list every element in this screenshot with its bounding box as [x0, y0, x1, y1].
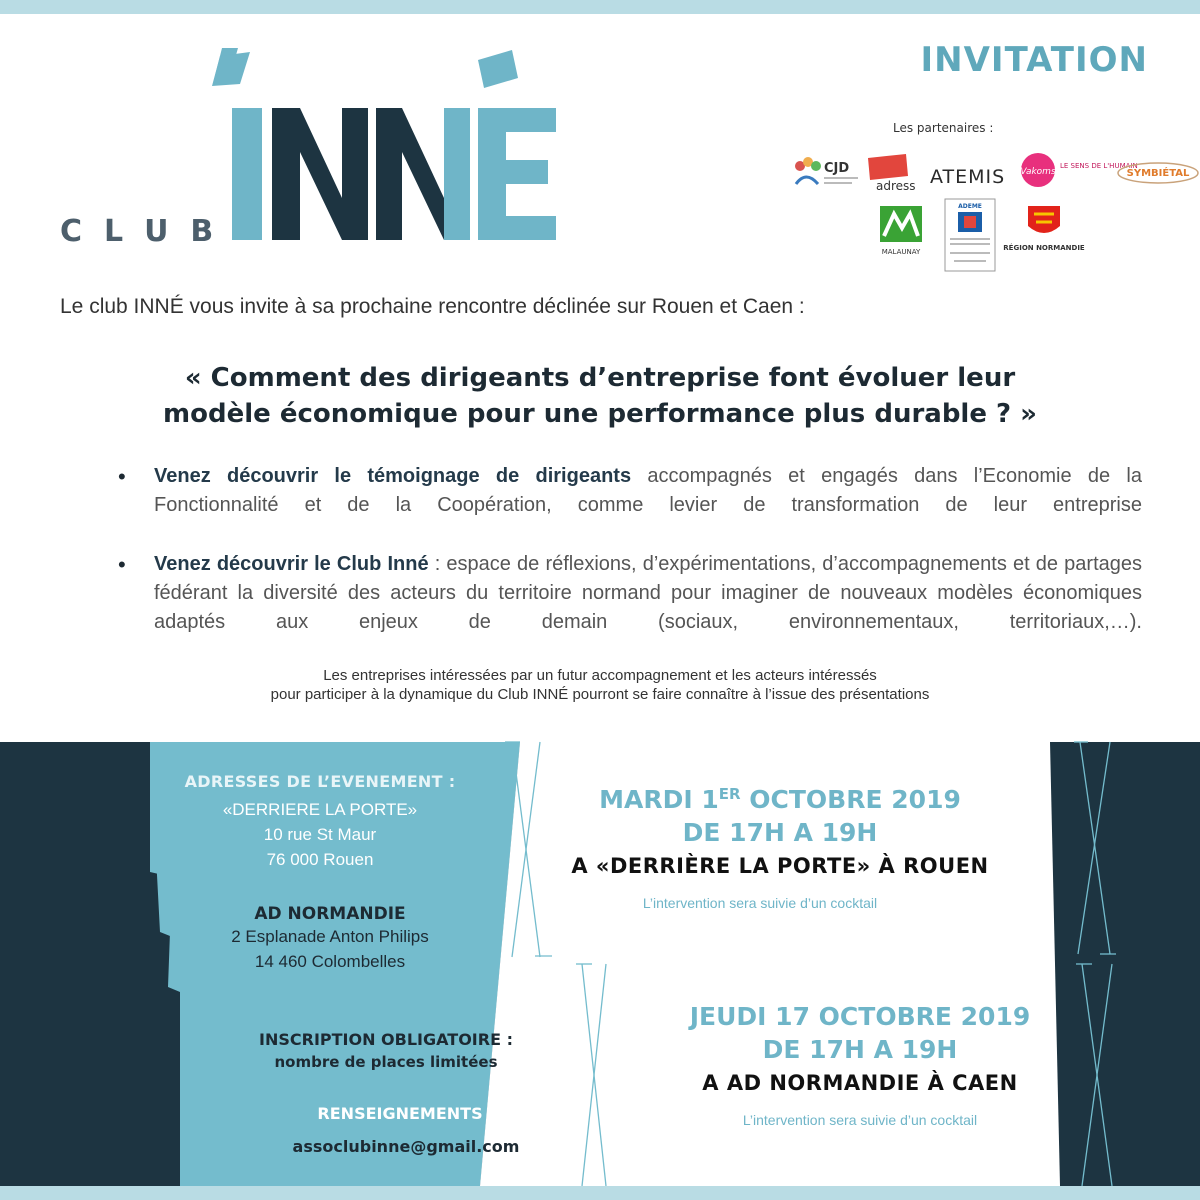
question-line-1: « Comment des dirigeants d’entreprise font évoluer leur — [184, 363, 1016, 393]
partner-logo-malaunay — [876, 206, 926, 258]
svg-text:RÉGION NORMANDIE: RÉGION NORMANDIE — [1003, 244, 1085, 252]
main-question — [0, 360, 1200, 432]
inscription-block — [216, 1030, 556, 1071]
bottom-stripe — [0, 1186, 1200, 1200]
partners-title: Les partenaires : — [893, 121, 994, 135]
club-inne-logo — [60, 48, 580, 258]
svg-text:SYMBIÉTAL: SYMBIÉTAL — [1126, 168, 1190, 179]
event-rouen-date — [530, 778, 1030, 816]
svg-text:ATEMIS: ATEMIS — [930, 166, 1006, 188]
venue1-city: 76 000 Rouen — [266, 850, 374, 869]
bullet-strong: Venez découvrir le Club Inné — [154, 553, 429, 575]
event-rouen-date-sup: ER — [718, 785, 741, 803]
svg-text:ADEME: ADEME — [958, 203, 982, 210]
event-caen-place: A AD NORMANDIE À CAEN — [702, 1071, 1018, 1095]
bullet-list — [110, 462, 1142, 637]
event-rouen-date-month: OCTOBRE 2019 — [740, 785, 961, 814]
event-rouen-place: A «DERRIÈRE LA PORTE» À ROUEN — [571, 854, 989, 878]
partner-logo-region-normandie — [1003, 204, 1085, 254]
venue1-name: «DERRIERE LA PORTE» — [222, 800, 418, 819]
venue2-block — [160, 904, 500, 974]
top-stripe — [0, 0, 1200, 14]
partner-logo-vakoms — [1018, 150, 1138, 190]
note-line-2: pour participer à la dynamique du Club INNÉ pourront se faire connaître à l’issue des présentations — [270, 686, 930, 703]
partner-logo-adress — [866, 152, 918, 194]
bullet-item — [110, 550, 1142, 637]
inscription-text: nombre de places limitées — [274, 1053, 498, 1071]
question-line-2: modèle économique pour une performance plus durable ? » — [163, 399, 1037, 429]
venue2-street: 2 Esplanade Anton Philips — [231, 927, 429, 946]
bullet-text: accompagnés et engagés dans l’Economie de la Fonctionnalité et de la Coopération, comme levier de transformation de leur entreprise — [154, 465, 1142, 516]
svg-text:adress: adress — [876, 179, 916, 193]
intro-text: Le club INNÉ vous invite à sa prochaine rencontre déclinée sur Rouen et Caen : — [60, 295, 805, 318]
addresses-title: ADRESSES DE L’EVENEMENT : — [184, 772, 456, 791]
event-rouen — [530, 778, 1030, 911]
logo-club-text: CLUB — [60, 214, 236, 249]
venue1-street: 10 rue St Maur — [263, 825, 377, 844]
partner-logo-cjd — [790, 152, 860, 194]
bullet-item — [110, 462, 1142, 520]
venue2-city: 14 460 Colombelles — [254, 952, 406, 971]
partner-logo-symbietal — [1116, 158, 1200, 188]
partner-logo-atemis — [928, 160, 1010, 190]
event-rouen-cocktail: L’intervention sera suivie d’un cocktail — [642, 895, 878, 911]
svg-text:Vakoms: Vakoms — [1020, 167, 1056, 177]
partner-logo-ademe — [944, 198, 996, 272]
svg-text:MALAUNAY: MALAUNAY — [881, 248, 921, 256]
bullet-text: : espace de réflexions, d’expérimentations, d’accompagnements et de partages fédérant la diversité des acteurs du territoire normand pour imaginer de nouveaux modèles économiques adaptés aux enjeux de demain (sociaux, environnementaux, territoriaux,…). — [154, 553, 1142, 633]
event-caen-date: JEUDI 17 OCTOBRE 2019 — [689, 1002, 1031, 1031]
event-caen-cocktail: L’intervention sera suivie d’un cocktail — [742, 1112, 978, 1128]
event-rouen-date-day: MARDI 1 — [599, 785, 719, 814]
note-text — [0, 666, 1200, 704]
addresses-block — [150, 772, 490, 872]
event-caen-time: DE 17H A 19H — [762, 1035, 958, 1064]
svg-text:LE SENS DE L'HUMAIN: LE SENS DE L'HUMAIN — [1060, 162, 1138, 170]
bullet-strong: Venez découvrir le témoignage de dirigeants — [154, 465, 632, 487]
info-title: RENSEIGNEMENTS : — [317, 1104, 495, 1123]
venue2-name: AD NORMANDIE — [254, 904, 406, 924]
contact-email[interactable]: assoclubinne@gmail.com — [292, 1137, 520, 1156]
invitation-title: INVITATION — [920, 40, 1148, 80]
svg-text:CJD: CJD — [824, 161, 850, 176]
note-line-1: Les entreprises intéressées par un futur accompagnement et les acteurs intéressés — [323, 667, 877, 684]
event-caen — [610, 1000, 1110, 1128]
inscription-title: INSCRIPTION OBLIGATOIRE : — [259, 1030, 513, 1049]
info-block — [236, 1104, 576, 1156]
event-rouen-time: DE 17H A 19H — [682, 818, 878, 847]
